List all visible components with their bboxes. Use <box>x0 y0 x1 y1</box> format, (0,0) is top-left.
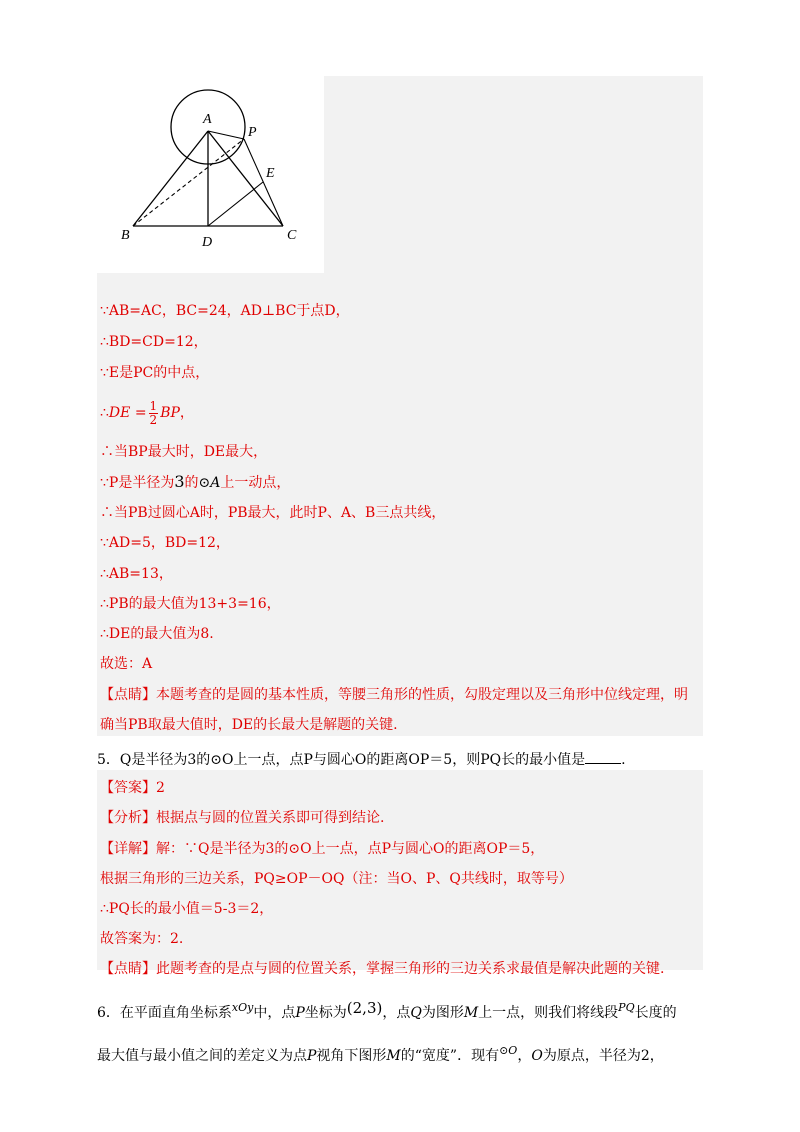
label-A: A <box>203 112 212 127</box>
text-part: ，点 <box>382 1005 411 1021</box>
text-part: 上一动点， <box>220 475 291 491</box>
text-part: 为图形 <box>421 1005 464 1021</box>
segment-DE <box>208 182 263 226</box>
label-D: D <box>202 235 213 250</box>
fraction-denominator: 2 <box>149 412 158 427</box>
detail-line: 【详解】解：∵Q是半径为3的⊙O上一点，点P与圆心O的距离OP＝5， <box>100 841 545 857</box>
detail-line: 故答案为：2. <box>100 931 184 947</box>
question-6-line-1 <box>97 996 677 1025</box>
circle-A-symbol: ⊙A <box>198 475 221 491</box>
fraction-numerator: 1 <box>149 398 158 413</box>
solution-comment: 确当PB取最大值时，DE的长最大是解题的关键. <box>100 717 398 733</box>
radius-value: 3 <box>174 472 185 491</box>
text-part: 视角下图形 <box>316 1048 387 1064</box>
question-5-stem <box>97 749 626 769</box>
equation-rhs: BP <box>160 405 180 421</box>
solution-line <box>100 473 290 492</box>
text-part: ， <box>517 1048 532 1064</box>
solution-line: ∴DE的最大值为8. <box>100 626 214 642</box>
detail-line: 根据三角形的三边关系，PQ≥OP－OQ（注：当O、P、Q共线时，取等号） <box>100 871 573 887</box>
segment-PQ: PQ <box>618 1001 635 1014</box>
answer-blank <box>585 749 621 764</box>
origin-O: O <box>531 1048 543 1064</box>
text-part: 长度的 <box>634 1005 677 1021</box>
label-C: C <box>287 228 297 243</box>
solution-line: ∵E是PC的中点， <box>100 365 210 381</box>
circle-O-symbol: ⊙O <box>499 1044 518 1057</box>
point-P: P <box>307 1048 317 1064</box>
geometry-figure <box>97 76 324 273</box>
text-part: ∵P是半径为 <box>100 475 175 491</box>
equation-punct: ， <box>179 405 194 421</box>
label-E: E <box>266 166 275 181</box>
solution-line: ∴BD=CD=12， <box>100 334 208 350</box>
solution-comment: 【点睛】本题考查的是圆的基本性质，等腰三角形的性质，勾股定理以及三角形中位线定理，明 <box>100 687 688 703</box>
solution-line: ∴当BP最大时，DE最大， <box>100 444 268 460</box>
text-part: 坐标为 <box>304 1005 347 1021</box>
question-text: 5．Q是半径为3的⊙O上一点，点P与圆心O的距离OP＝5，则PQ长的最小值是 <box>97 752 586 768</box>
solution-line: ∴当PB过圆心A时，PB最大，此时P、A、B三点共线， <box>100 505 446 521</box>
coordinate-system-label: xOy <box>231 1001 254 1014</box>
solution-line: ∵AB=AC，BC=24，AD⊥BC于点D， <box>100 303 350 319</box>
question-6-line-2 <box>97 1039 664 1068</box>
segment-BP-dashed <box>133 139 244 226</box>
label-B: B <box>121 228 130 243</box>
detail-line: ∴PQ长的最小值＝5-3＝2， <box>100 901 274 917</box>
text-part: 的 <box>184 475 199 491</box>
figure-M: M <box>463 1005 479 1021</box>
text-part: 上一点，则我们将线段 <box>478 1005 619 1021</box>
text-part: 中，点 <box>253 1005 296 1021</box>
text-part: 为原点，半径为2， <box>542 1048 664 1064</box>
solution-answer: 故选：A <box>100 656 153 672</box>
figure-M: M <box>386 1048 401 1064</box>
text-part: 6．在平面直角坐标系 <box>97 1005 232 1021</box>
text-part: 最大值与最小值之间的差定义为点 <box>97 1048 307 1064</box>
analysis-line: 【分析】根据点与圆的位置关系即可得到结论. <box>100 810 385 826</box>
segment-AB <box>133 131 208 226</box>
therefore-symbol: ∴ <box>100 405 109 421</box>
solution-line: ∴AB=13， <box>100 566 173 582</box>
solution-line-fraction <box>100 397 194 429</box>
solution-line: ∴PB的最大值为13+3=16， <box>100 596 281 612</box>
equation-lhs: DE = <box>108 405 147 421</box>
solution-line: ∵AD=5，BD=12， <box>100 535 230 551</box>
fraction-one-half <box>149 400 159 427</box>
triangle-circle-diagram <box>97 76 324 273</box>
answer-line: 【答案】2 <box>100 780 165 796</box>
comment-line: 【点睛】此题考查的是点与圆的位置关系，掌握三角形的三边关系求最值是解决此题的关键. <box>100 961 665 977</box>
segment-PC <box>244 139 283 226</box>
question-end: . <box>621 752 626 768</box>
point-Q: Q <box>410 1005 422 1021</box>
point-P-coordinates: (2,3) <box>346 999 383 1017</box>
label-P: P <box>248 125 257 140</box>
point-P: P <box>295 1005 305 1021</box>
text-part: 的“宽度”．现有 <box>400 1048 500 1064</box>
